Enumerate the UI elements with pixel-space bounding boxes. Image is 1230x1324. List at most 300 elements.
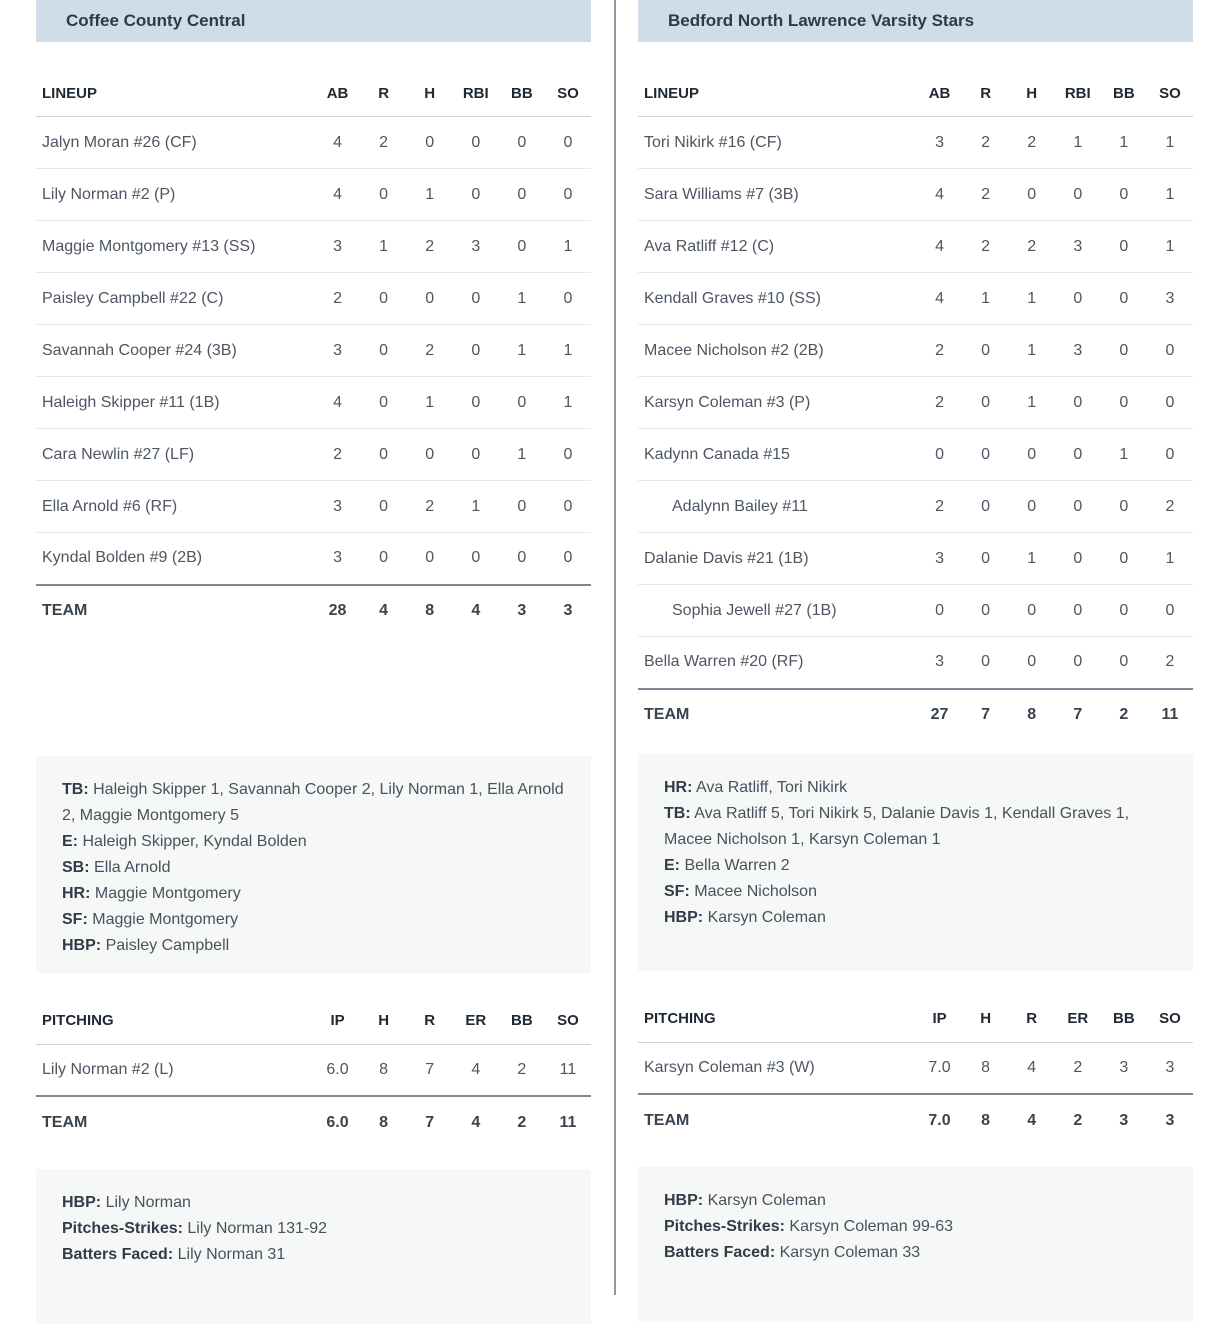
- pitching-header-label: PITCHING: [36, 998, 315, 1045]
- lineup-row: [638, 585, 1193, 637]
- stat-cell: 0: [1073, 497, 1083, 515]
- stat-cell: 0: [1027, 445, 1037, 463]
- player-name: Maggie Montgomery #13 (SS): [42, 237, 256, 255]
- stat-cell: 8: [981, 1111, 991, 1129]
- batting-notes-box: [36, 756, 591, 973]
- stat-cell: 0: [471, 289, 481, 307]
- note-label: Batters Faced:: [664, 1244, 776, 1261]
- stat-cell: 0: [1027, 497, 1037, 515]
- stat-cell: 2: [425, 237, 435, 255]
- lineup-row: [638, 481, 1193, 533]
- stat-column-header: BB: [1101, 996, 1147, 1043]
- lineup-row: [36, 429, 591, 481]
- stat-cell: 4: [935, 237, 944, 255]
- stat-cell: 1: [471, 497, 481, 515]
- stat-cell: 2: [1165, 653, 1175, 671]
- lineup-table: [36, 70, 591, 637]
- note-line: [62, 829, 565, 855]
- stat-column-header: ER: [1055, 996, 1101, 1043]
- stat-cell: 0: [1073, 549, 1083, 567]
- note-line: [62, 1242, 565, 1268]
- stat-cell: 3: [1073, 237, 1083, 255]
- note-label: TB:: [62, 780, 89, 798]
- stat-cell: 0: [517, 393, 527, 411]
- stat-cell: 0: [563, 133, 573, 151]
- stat-cell: 4: [935, 289, 944, 307]
- stat-cell: 0: [471, 185, 481, 203]
- stat-cell: 4: [333, 133, 342, 151]
- note-label: E:: [664, 856, 680, 874]
- stat-cell: 6.0: [326, 1113, 349, 1131]
- stat-cell: 11: [559, 1060, 577, 1078]
- note-value: Macee Nicholson: [694, 882, 817, 900]
- lineup-row: [638, 429, 1193, 481]
- note-value: Haleigh Skipper, Kyndal Bolden: [82, 832, 307, 850]
- stat-cell: 4: [333, 393, 342, 411]
- note-line: [664, 879, 1167, 905]
- stat-cell: 2: [333, 445, 342, 463]
- player-name: Paisley Campbell #22 (C): [42, 289, 224, 307]
- player-name: Sara Williams #7 (3B): [644, 185, 799, 203]
- stat-cell: 3: [333, 549, 342, 567]
- note-line: [62, 933, 565, 959]
- note-line: [62, 1216, 565, 1242]
- stat-column-header: RBI: [453, 70, 499, 117]
- lineup-header-row: [36, 70, 591, 117]
- stat-cell: 2: [1073, 1111, 1083, 1129]
- stat-cell: 0: [425, 549, 435, 567]
- note-line: [664, 1214, 1167, 1240]
- stat-cell: 0: [981, 445, 991, 463]
- stat-column-header: SO: [1147, 70, 1193, 117]
- note-value: Lily Norman: [105, 1194, 191, 1211]
- stat-cell: 0: [379, 289, 389, 307]
- lineup-row: [36, 377, 591, 429]
- player-name: Ava Ratliff #12 (C): [644, 237, 775, 255]
- note-value: Karsyn Coleman: [707, 908, 826, 926]
- pitcher-name: Lily Norman #2 (L): [42, 1060, 174, 1078]
- stat-cell: 2: [333, 289, 342, 307]
- stat-cell: 2: [517, 1060, 527, 1078]
- note-label: Pitches-Strikes:: [62, 1220, 183, 1237]
- note-label: HBP:: [664, 1192, 704, 1209]
- note-line: [664, 853, 1167, 879]
- stat-column-header: RBI: [1055, 70, 1101, 117]
- stat-cell: 0: [1119, 341, 1129, 359]
- note-label: SB:: [62, 858, 90, 876]
- stat-cell: 8: [1027, 706, 1037, 723]
- stat-column-header: BB: [499, 70, 545, 117]
- stat-cell: 2: [1027, 237, 1037, 255]
- note-label: HR:: [664, 778, 693, 796]
- lineup-row: [638, 221, 1193, 273]
- stat-cell: 3: [935, 549, 944, 567]
- player-name: Cara Newlin #27 (LF): [42, 445, 195, 463]
- stat-cell: 1: [1027, 549, 1037, 567]
- lineup-row: [638, 533, 1193, 585]
- stat-cell: 0: [379, 497, 389, 515]
- stat-cell: 0: [981, 549, 991, 567]
- stat-cell: 0: [981, 601, 991, 619]
- stat-column-header: IP: [917, 996, 963, 1043]
- player-name: Jalyn Moran #26 (CF): [42, 133, 197, 151]
- stat-cell: 0: [1073, 445, 1083, 463]
- stat-cell: 1: [379, 237, 389, 255]
- stat-cell: 0: [425, 445, 435, 463]
- stat-cell: 0: [1119, 393, 1129, 411]
- team-header-banner: [36, 0, 591, 42]
- stat-column-header: H: [1009, 70, 1055, 117]
- stat-cell: 3: [935, 133, 944, 151]
- stat-cell: 1: [1119, 133, 1129, 151]
- stat-cell: 2: [981, 237, 991, 255]
- note-value: Haleigh Skipper 1, Savannah Cooper 2, Lily Norman 1, Ella Arnold 2, Maggie Montgomery 5: [62, 780, 564, 824]
- stat-cell: 0: [517, 133, 527, 151]
- stat-cell: 3: [333, 497, 342, 515]
- stat-cell: 6.0: [326, 1060, 349, 1078]
- stat-cell: 4: [471, 602, 481, 619]
- stat-cell: 4: [471, 1060, 481, 1078]
- pitching-notes-box: [36, 1169, 591, 1324]
- player-name: Adalynn Bailey #11: [672, 497, 808, 515]
- note-line: [62, 855, 565, 881]
- note-value: Karsyn Coleman 33: [779, 1244, 921, 1261]
- stat-cell: 1: [1027, 393, 1037, 411]
- stat-cell: 0: [471, 549, 481, 567]
- stat-column-header: SO: [1147, 996, 1193, 1043]
- stat-cell: 3: [1165, 1111, 1175, 1129]
- player-name: Haleigh Skipper #11 (1B): [42, 393, 220, 411]
- stat-cell: 1: [563, 237, 573, 255]
- stat-column-header: H: [361, 998, 407, 1045]
- stat-cell: 0: [471, 445, 481, 463]
- stat-column-header: H: [407, 70, 453, 117]
- stat-cell: 0: [1073, 289, 1083, 307]
- pitching-header-row: [638, 996, 1193, 1043]
- team-panel-home: [638, 0, 1193, 1322]
- team-row-label: TEAM: [644, 1111, 690, 1129]
- lineup-row: [36, 325, 591, 377]
- stat-cell: 0: [425, 289, 435, 307]
- stat-cell: 0: [1073, 185, 1083, 203]
- stat-cell: 1: [1165, 133, 1175, 151]
- stat-cell: 4: [1027, 1058, 1037, 1076]
- note-value: Bella Warren 2: [684, 856, 790, 874]
- stat-cell: 0: [935, 445, 944, 463]
- stat-cell: 0: [981, 497, 991, 515]
- stat-cell: 1: [425, 185, 435, 203]
- player-name: Macee Nicholson #2 (2B): [644, 341, 824, 359]
- pitching-row: [36, 1044, 591, 1096]
- stat-cell: 2: [1073, 1058, 1083, 1076]
- player-name: Tori Nikirk #16 (CF): [644, 133, 782, 151]
- stat-cell: 0: [471, 133, 481, 151]
- stat-cell: 3: [563, 602, 573, 619]
- pitcher-name: Karsyn Coleman #3 (W): [644, 1058, 815, 1076]
- stat-cell: 7: [425, 1060, 435, 1078]
- stat-cell: 8: [981, 1058, 991, 1076]
- stat-column-header: IP: [315, 998, 361, 1045]
- player-name: Kadynn Canada #15: [644, 445, 790, 463]
- stat-column-header: AB: [315, 70, 361, 117]
- player-name: Lily Norman #2 (P): [42, 185, 176, 203]
- stat-cell: 0: [379, 445, 389, 463]
- stat-cell: 3: [1165, 289, 1175, 307]
- stat-cell: 2: [981, 133, 991, 151]
- stat-cell: 0: [471, 341, 481, 359]
- stat-cell: 0: [1027, 653, 1037, 671]
- stat-cell: 1: [1027, 289, 1037, 307]
- stat-cell: 0: [1073, 601, 1083, 619]
- player-name: Bella Warren #20 (RF): [644, 653, 804, 671]
- stat-cell: 0: [1073, 653, 1083, 671]
- stat-cell: 4: [471, 1113, 481, 1131]
- stat-cell: 0: [981, 341, 991, 359]
- lineup-row: [36, 533, 591, 585]
- stat-cell: 3: [333, 341, 342, 359]
- player-name: Sophia Jewell #27 (1B): [672, 601, 837, 619]
- stat-cell: 11: [559, 1113, 577, 1131]
- stat-cell: 7: [981, 706, 991, 723]
- lineup-row: [638, 273, 1193, 325]
- stat-cell: 28: [328, 602, 347, 619]
- note-label: E:: [62, 832, 78, 850]
- pitching-header-label: PITCHING: [638, 996, 917, 1043]
- player-name: Karsyn Coleman #3 (P): [644, 393, 811, 411]
- stat-cell: 0: [1165, 445, 1175, 463]
- stat-cell: 1: [1165, 237, 1175, 255]
- stat-cell: 0: [517, 237, 527, 255]
- stat-cell: 0: [563, 185, 573, 203]
- stat-cell: 0: [935, 601, 944, 619]
- stat-column-header: R: [963, 70, 1009, 117]
- stat-cell: 2: [935, 497, 944, 515]
- stat-column-header: SO: [545, 70, 591, 117]
- lineup-row: [638, 377, 1193, 429]
- stat-cell: 0: [1119, 289, 1129, 307]
- note-label: HR:: [62, 884, 91, 902]
- stat-cell: 27: [930, 706, 949, 723]
- stat-cell: 8: [379, 1060, 389, 1078]
- stat-cell: 7: [425, 1113, 435, 1131]
- lineup-table: [638, 70, 1193, 741]
- lineup-team-row: [638, 689, 1193, 741]
- note-label: SF:: [664, 882, 690, 900]
- note-line: [664, 801, 1167, 853]
- pitching-notes-box: [638, 1167, 1193, 1322]
- stat-column-header: ER: [453, 998, 499, 1045]
- stat-cell: 8: [425, 602, 435, 619]
- stat-column-header: AB: [917, 70, 963, 117]
- stat-cell: 0: [1119, 549, 1129, 567]
- stat-cell: 2: [935, 341, 944, 359]
- team-header-banner: [638, 0, 1193, 42]
- note-label: SF:: [62, 910, 88, 928]
- stat-column-header: H: [963, 996, 1009, 1043]
- stat-column-header: R: [361, 70, 407, 117]
- stat-cell: 1: [1073, 133, 1083, 151]
- player-name: Kendall Graves #10 (SS): [644, 289, 821, 307]
- stat-cell: 0: [563, 497, 573, 515]
- note-line: [62, 777, 565, 829]
- lineup-team-row: [36, 585, 591, 637]
- pitching-header-row: [36, 998, 591, 1045]
- stat-cell: 0: [1073, 393, 1083, 411]
- stat-cell: 7: [1073, 706, 1083, 723]
- stat-cell: 0: [425, 133, 435, 151]
- lineup-row: [36, 481, 591, 533]
- stat-cell: 0: [517, 549, 527, 567]
- team-name: Bedford North Lawrence Varsity Stars: [668, 11, 975, 30]
- stat-cell: 0: [563, 289, 573, 307]
- note-line: [664, 1240, 1167, 1266]
- note-value: Ava Ratliff, Tori Nikirk: [696, 778, 848, 796]
- stat-cell: 1: [1165, 185, 1175, 203]
- stat-cell: 0: [379, 341, 389, 359]
- stat-cell: 0: [379, 185, 389, 203]
- stat-cell: 0: [1165, 393, 1175, 411]
- stat-cell: 0: [563, 549, 573, 567]
- stat-cell: 2: [517, 1113, 527, 1131]
- stat-cell: 2: [935, 393, 944, 411]
- note-value: Lily Norman 131-92: [187, 1220, 328, 1237]
- note-value: Ava Ratliff 5, Tori Nikirk 5, Dalanie Davis 1, Kendall Graves 1, Macee Nicholson 1, Karsyn Coleman 1: [664, 804, 1130, 848]
- lineup-header-label: LINEUP: [36, 70, 315, 117]
- stat-cell: 7.0: [928, 1058, 951, 1076]
- team-row-label: TEAM: [42, 602, 88, 619]
- stat-column-header: R: [1009, 996, 1055, 1043]
- note-line: [664, 775, 1167, 801]
- stat-cell: 8: [379, 1113, 389, 1131]
- stat-cell: 4: [333, 185, 342, 203]
- stat-cell: 3: [1119, 1111, 1129, 1129]
- note-label: Batters Faced:: [62, 1246, 174, 1263]
- note-value: Karsyn Coleman 99-63: [789, 1218, 954, 1235]
- team-panel-away: [36, 0, 591, 1324]
- stat-cell: 2: [425, 497, 435, 515]
- stat-cell: 3: [1073, 341, 1083, 359]
- stat-cell: 1: [1119, 445, 1129, 463]
- stat-cell: 0: [563, 445, 573, 463]
- stat-cell: 2: [379, 133, 389, 151]
- note-value: Paisley Campbell: [105, 936, 230, 954]
- lineup-row: [638, 117, 1193, 169]
- stat-cell: 2: [1027, 133, 1037, 151]
- note-line: [664, 905, 1167, 931]
- lineup-header-row: [638, 70, 1193, 117]
- stat-cell: 2: [1165, 497, 1175, 515]
- lineup-row: [638, 637, 1193, 689]
- stat-cell: 1: [425, 393, 435, 411]
- stat-cell: 0: [981, 653, 991, 671]
- stat-column-header: SO: [545, 998, 591, 1045]
- stat-cell: 0: [517, 497, 527, 515]
- note-value: Ella Arnold: [94, 858, 171, 876]
- stat-column-header: BB: [1101, 70, 1147, 117]
- stat-cell: 1: [981, 289, 991, 307]
- player-name: Dalanie Davis #21 (1B): [644, 549, 809, 567]
- stat-cell: 0: [1027, 601, 1037, 619]
- pitching-team-row: [36, 1096, 591, 1148]
- stat-cell: 0: [1119, 185, 1129, 203]
- team-row-label: TEAM: [42, 1113, 88, 1131]
- stat-cell: 2: [425, 341, 435, 359]
- stat-cell: 3: [333, 237, 342, 255]
- note-value: Maggie Montgomery: [94, 884, 241, 902]
- lineup-row: [638, 325, 1193, 377]
- team-name: Coffee County Central: [66, 11, 246, 30]
- stat-cell: 3: [1165, 1058, 1175, 1076]
- stat-column-header: R: [407, 998, 453, 1045]
- stat-cell: 7.0: [928, 1111, 951, 1129]
- player-name: Kyndal Bolden #9 (2B): [42, 549, 203, 567]
- team-row-label: TEAM: [644, 706, 690, 723]
- player-name: Ella Arnold #6 (RF): [42, 497, 178, 515]
- note-line: [62, 1190, 565, 1216]
- panel-divider: [614, 0, 616, 1295]
- pitching-row: [638, 1042, 1193, 1094]
- note-value: Lily Norman 31: [177, 1246, 286, 1263]
- note-label: HBP:: [62, 1194, 102, 1211]
- stat-cell: 2: [1119, 706, 1129, 723]
- note-line: [664, 1188, 1167, 1214]
- stat-cell: 0: [471, 393, 481, 411]
- stat-cell: 4: [379, 602, 389, 619]
- lineup-header-label: LINEUP: [638, 70, 917, 117]
- stat-cell: 2: [981, 185, 991, 203]
- lineup-row: [36, 117, 591, 169]
- stat-cell: 1: [1165, 549, 1175, 567]
- stat-cell: 0: [1119, 497, 1129, 515]
- lineup-row: [36, 169, 591, 221]
- note-label: HBP:: [664, 908, 704, 926]
- stat-cell: 0: [1119, 601, 1129, 619]
- stat-cell: 4: [935, 185, 944, 203]
- stat-cell: 1: [563, 341, 573, 359]
- note-value: Karsyn Coleman: [707, 1192, 826, 1209]
- stat-cell: 0: [1027, 185, 1037, 203]
- stat-column-header: BB: [499, 998, 545, 1045]
- stat-cell: 0: [379, 549, 389, 567]
- stat-cell: 0: [981, 393, 991, 411]
- stat-cell: 1: [1027, 341, 1037, 359]
- stat-cell: 0: [517, 185, 527, 203]
- stat-cell: 3: [471, 237, 481, 255]
- lineup-row: [36, 221, 591, 273]
- stat-cell: 3: [1119, 1058, 1129, 1076]
- player-name: Savannah Cooper #24 (3B): [42, 341, 237, 359]
- stat-cell: 1: [517, 289, 527, 307]
- note-line: [62, 881, 565, 907]
- lineup-row: [36, 273, 591, 325]
- stat-cell: 1: [517, 445, 527, 463]
- pitching-table: [36, 998, 591, 1149]
- lineup-row: [638, 169, 1193, 221]
- stat-cell: 4: [1027, 1111, 1037, 1129]
- note-label: HBP:: [62, 936, 102, 954]
- stat-cell: 3: [517, 602, 527, 619]
- stat-cell: 11: [1161, 706, 1179, 723]
- note-value: Maggie Montgomery: [92, 910, 239, 928]
- pitching-team-row: [638, 1094, 1193, 1146]
- stat-cell: 1: [517, 341, 527, 359]
- note-line: [62, 907, 565, 933]
- stat-cell: 0: [1165, 601, 1175, 619]
- note-label: Pitches-Strikes:: [664, 1218, 785, 1235]
- stat-cell: 1: [563, 393, 573, 411]
- pitching-table: [638, 996, 1193, 1147]
- stat-cell: 0: [379, 393, 389, 411]
